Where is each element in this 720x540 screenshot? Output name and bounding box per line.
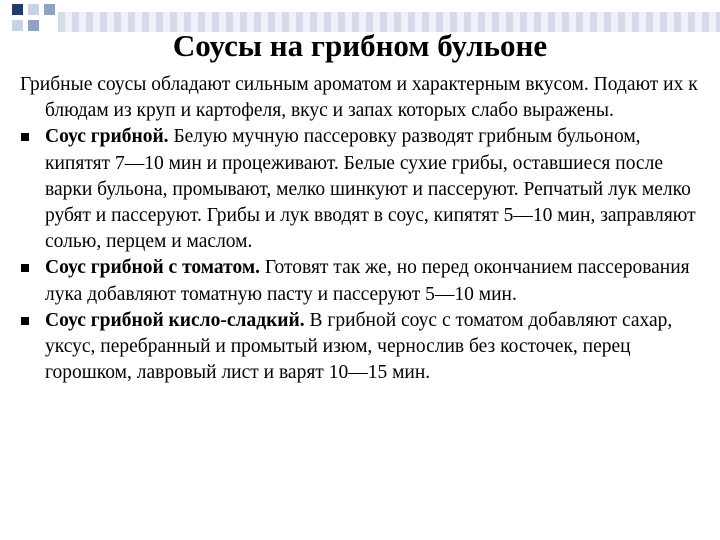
slide-title: Соусы на грибном бульоне (172, 28, 548, 63)
square-bullet-icon (21, 264, 29, 272)
deco-square (12, 4, 23, 15)
deco-square (28, 4, 39, 15)
item-term: Соус грибной с томатом. (45, 257, 261, 279)
list-item (20, 308, 710, 387)
bullet-list (20, 124, 710, 386)
square-bullet-icon (21, 133, 29, 141)
intro-paragraph: Грибные соусы обладают сильным ароматом и характерным вкусом. Подают их к блюдам из круп и картофеля, вкус и запах которых слабо выражены. (20, 74, 698, 122)
slide-body (20, 72, 710, 386)
list-item (20, 124, 710, 255)
list-item (20, 255, 710, 307)
deco-square (44, 4, 55, 15)
item-term: Соус грибной кисло-сладкий. (45, 309, 305, 331)
square-bullet-icon (21, 317, 29, 325)
item-text: В грибной соус с томатом добавляют сахар, уксус, перебранный и промытый изюм, чернослив без косточек, перец горошком, лавровый лист и варят 10—15 мин. (45, 309, 673, 384)
item-term: Соус грибной. (45, 126, 169, 148)
item-text: Готовят так же, но перед окончанием пассерования лука добавляют томатную пасту и пассеруют 5—10 мин. (45, 257, 690, 305)
item-text: Белую мучную пассеровку разводят грибным бульоном, кипятят 7—10 мин и процеживают. Белые сухие грибы, оставшиеся после варки бульона, промывают, мелко шинкуют и пассеруют. Репчатый лук мелко рубят и пассеруют. Грибы и лук вводят в соус, кипятят 5—10 мин, заправляют солью, перцем и маслом. (45, 126, 696, 253)
